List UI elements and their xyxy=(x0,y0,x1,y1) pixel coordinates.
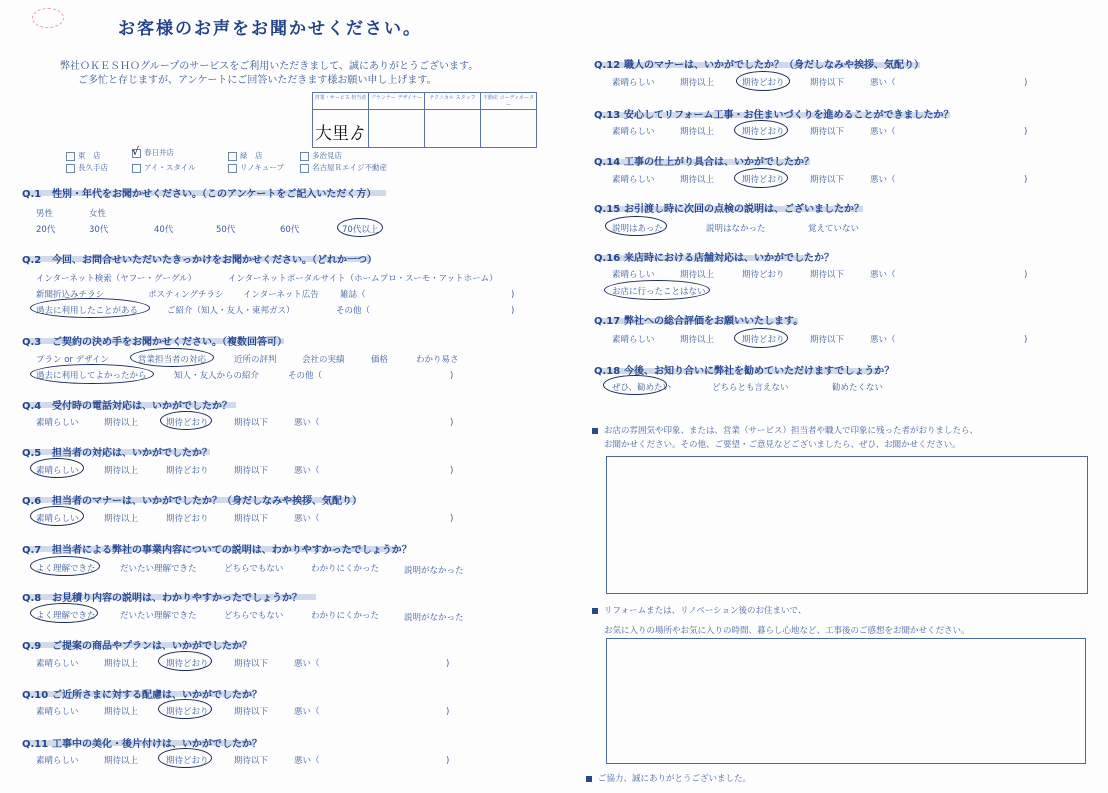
q2-magazine[interactable]: 雑誌（ xyxy=(340,290,366,300)
q10-above[interactable]: 期待以上 xyxy=(104,707,139,717)
store-kasugai[interactable]: √ 春日井店 xyxy=(132,144,174,158)
q3-other[interactable]: その他（ xyxy=(288,371,323,381)
q10-excellent[interactable]: 素晴らしい xyxy=(36,707,79,717)
q15-dont-remember[interactable]: 覚えていない xyxy=(808,224,860,234)
q1-female[interactable]: 女性 xyxy=(89,209,107,219)
q17-title: Q.17 弊社への総合評価をお願いいたします。 xyxy=(594,316,804,327)
comment2-prompt-line1: リフォームまたは、リノベーション後のお住まいで、 xyxy=(592,604,806,616)
q9-below[interactable]: 期待以下 xyxy=(234,659,269,669)
q14-below[interactable]: 期待以下 xyxy=(810,175,845,185)
q6-excellent[interactable]: 素晴らしい xyxy=(36,514,79,524)
q10-answer-circle xyxy=(158,699,212,719)
q4-title: Q.4 受付時の電話対応は、いかがでしたか？ xyxy=(22,401,232,412)
q5-bad-close: ) xyxy=(450,466,454,476)
staff-header-sales: 営業・サービス 担当者 xyxy=(313,93,369,110)
q16-never-visited[interactable]: お店に行ったことはない xyxy=(612,287,706,297)
q12-bad-close: ) xyxy=(1024,78,1028,88)
q3-acquaintance[interactable]: 知人・友人からの紹介 xyxy=(174,371,260,381)
staff-sales-cell[interactable] xyxy=(313,110,369,148)
q13-as-expected[interactable]: 期待どおり xyxy=(742,127,785,137)
q12-as-expected[interactable]: 期待どおり xyxy=(742,78,785,88)
q17-answer-circle xyxy=(734,328,788,348)
q2-magazine-close: ) xyxy=(511,290,515,300)
q2-portal[interactable]: インターネットポータルサイト（ホームプロ・スーモ・アットホーム） xyxy=(228,274,498,284)
store-east[interactable]: 東 店 xyxy=(66,150,101,161)
comment1-prompt-line1: お店の雰囲気や印象、または、営業（サービス）担当者や職人で印象に残った者がおりましたら、 xyxy=(592,424,978,436)
q3-clarity[interactable]: わかり易さ xyxy=(416,355,459,365)
q3-track-record[interactable]: 会社の実績 xyxy=(302,355,345,365)
q2-past-use[interactable]: 過去に利用したことがある xyxy=(36,306,139,316)
q13-above[interactable]: 期待以上 xyxy=(680,127,715,137)
q12-excellent[interactable]: 素晴らしい xyxy=(612,78,655,88)
q5-above[interactable]: 期待以上 xyxy=(104,466,139,476)
q7-title: Q.7 担当者による弊社の事業内容についての説明は、わかりやすかったでしょうか？ xyxy=(22,545,412,556)
q5-excellent[interactable]: 素晴らしい xyxy=(36,466,79,476)
q4-as-expected[interactable]: 期待どおり xyxy=(166,418,209,428)
q14-as-expected[interactable]: 期待どおり xyxy=(742,175,785,185)
q1-40s[interactable]: 40代 xyxy=(154,225,174,235)
q3-other-close: ) xyxy=(450,371,454,381)
q16-bad[interactable]: 悪い（ xyxy=(870,270,896,280)
q4-above[interactable]: 期待以上 xyxy=(104,418,139,428)
q10-below[interactable]: 期待以下 xyxy=(234,707,269,717)
q2-answer-circle xyxy=(30,298,150,318)
q7-answer-circle xyxy=(30,556,100,576)
q17-bad[interactable]: 悪い（ xyxy=(870,335,896,345)
store-tajimi[interactable]: 多治見店 xyxy=(300,150,342,161)
q11-title: Q.11 工事中の美化・後片付けは、いかがでしたか？ xyxy=(22,739,262,750)
q8-answer-circle xyxy=(30,603,98,623)
q6-above[interactable]: 期待以上 xyxy=(104,514,139,524)
q9-bad-close: ) xyxy=(446,659,450,669)
q18-neither[interactable]: どちらとも言えない xyxy=(712,383,789,393)
q17-as-expected[interactable]: 期待どおり xyxy=(742,335,785,345)
q2-web-search[interactable]: インターネット検索（ヤフー・グーグル） xyxy=(36,274,197,284)
staff-header-realestate: 不動産 コーディネーター xyxy=(481,93,537,110)
q17-below[interactable]: 期待以下 xyxy=(810,335,845,345)
q8-mostly[interactable]: だいたい理解できた xyxy=(120,611,197,621)
q5-below[interactable]: 期待以下 xyxy=(234,466,269,476)
q4-answer-circle xyxy=(160,411,212,430)
store-midori[interactable]: 緑 店 xyxy=(228,150,263,161)
comment2-prompt-line2: お気に入りの場所やお気に入りの時間、暮らし心地など、工事後のご感想をお聞かせください。 xyxy=(604,626,970,636)
q2-other[interactable]: その他（ xyxy=(336,306,371,316)
q15-answer-circle xyxy=(605,216,667,236)
q9-answer-circle xyxy=(158,651,212,671)
q7-understood[interactable]: よく理解できた xyxy=(36,564,96,574)
staff-technical-cell[interactable] xyxy=(425,110,481,148)
q1-male[interactable]: 男性 xyxy=(36,209,54,219)
checkbox-icon[interactable] xyxy=(300,164,309,173)
q11-bad[interactable]: 悪い（ xyxy=(294,756,320,766)
q3-plan-design[interactable]: プラン or デザイン xyxy=(36,355,110,365)
q6-as-expected[interactable]: 期待どおり xyxy=(166,514,209,524)
q8-no-explanation[interactable]: 説明がなかった xyxy=(404,613,464,623)
q2-referral[interactable]: ご紹介（知人・友人・東邦ガス） xyxy=(167,306,295,316)
q3-answer-circle-1 xyxy=(130,348,214,367)
q6-title: Q.6 担当者のマナーは、いかがでしたか？（身だしなみや挨拶、気配り） xyxy=(22,496,362,507)
q11-above[interactable]: 期待以上 xyxy=(104,756,139,766)
q11-below[interactable]: 期待以下 xyxy=(234,756,269,766)
q12-title: Q.12 職人のマナーは、いかがでしたか？（身だしなみや挨拶、気配り） xyxy=(594,60,924,71)
q11-as-expected[interactable]: 期待どおり xyxy=(166,756,209,766)
signature: 大里ゟ xyxy=(315,124,366,144)
checkbox-icon[interactable] xyxy=(132,144,141,158)
comment1-prompt-line2: お聞かせください。その他、ご要望・ご意見などございましたら、ぜひ、お聞かせください。 xyxy=(604,440,961,450)
staff-realestate-cell[interactable] xyxy=(481,110,537,148)
corner-stamp xyxy=(32,8,64,28)
checkbox-icon[interactable] xyxy=(228,152,237,161)
q14-answer-circle xyxy=(734,168,788,188)
q11-bad-close: ) xyxy=(446,756,450,766)
staff-table xyxy=(312,92,537,148)
q16-below[interactable]: 期待以下 xyxy=(810,270,845,280)
q16-bad-close: ) xyxy=(1024,270,1028,280)
q9-as-expected[interactable]: 期待どおり xyxy=(166,659,209,669)
q13-below[interactable]: 期待以下 xyxy=(810,127,845,137)
intro-line-1: 弊社ＯＫＥＳＨＯグループのサービスをご利用いただきまして、誠にありがとうございます。 xyxy=(60,61,479,72)
q3-sales-response[interactable]: 営業担当者の対応 xyxy=(138,355,207,365)
q6-below[interactable]: 期待以下 xyxy=(234,514,269,524)
q13-bad[interactable]: 悪い（ xyxy=(870,127,896,137)
q2-other-close: ) xyxy=(511,306,515,316)
store-istyle[interactable]: アイ・スタイル xyxy=(132,162,196,173)
comment2-textarea[interactable] xyxy=(606,638,1086,764)
q14-excellent[interactable]: 素晴らしい xyxy=(612,175,655,185)
staff-header-technical: テクニカル スタッフ xyxy=(425,93,481,110)
q8-unclear[interactable]: わかりにくかった xyxy=(311,611,380,621)
q17-above[interactable]: 期待以上 xyxy=(680,335,715,345)
q1-60s[interactable]: 60代 xyxy=(280,225,300,235)
q7-unclear[interactable]: わかりにくかった xyxy=(311,564,380,574)
bullet-square-icon xyxy=(586,776,592,782)
q3-price[interactable]: 価格 xyxy=(371,355,389,365)
q14-title: Q.14 工事の仕上がり具合は、いかがでしたか？ xyxy=(594,157,814,168)
q10-bad[interactable]: 悪い（ xyxy=(294,707,320,717)
q4-bad[interactable]: 悪い（ xyxy=(294,418,320,428)
q5-answer-circle xyxy=(30,458,84,478)
q5-bad[interactable]: 悪い（ xyxy=(294,466,320,476)
q17-bad-close: ) xyxy=(1024,335,1028,345)
q13-bad-close: ) xyxy=(1024,127,1028,137)
q13-title: Q.13 安心してリフォーム工事・お住まいづくりを進めることができましたか？ xyxy=(594,110,954,121)
q10-title: Q.10 ご近所さまに対する配慮は、いかがでしたか？ xyxy=(22,690,262,701)
q4-bad-close: ) xyxy=(450,418,454,428)
q3-past-good[interactable]: 過去に利用してよかったから xyxy=(36,371,147,381)
q12-answer-circle xyxy=(736,71,790,91)
q1-50s[interactable]: 50代 xyxy=(216,225,236,235)
q6-bad-close: ) xyxy=(450,514,454,524)
q5-title: Q.5 担当者の対応は、いかがでしたか？ xyxy=(22,448,212,459)
staff-planner-cell[interactable] xyxy=(369,110,425,148)
q2-posting[interactable]: ポスティングチラシ xyxy=(148,290,224,300)
q15-title: Q.15 お引渡し時に次回の点検の説明は、ございましたか？ xyxy=(594,204,864,215)
q13-answer-circle xyxy=(734,120,788,140)
bullet-square-icon xyxy=(592,608,598,614)
q11-excellent[interactable]: 素晴らしい xyxy=(36,756,79,766)
staff-header-planner: プランナー デザイナー xyxy=(369,93,425,110)
q9-excellent[interactable]: 素晴らしい xyxy=(36,659,79,669)
store-renocube[interactable]: リノキューブ xyxy=(228,162,284,173)
q10-bad-close: ) xyxy=(446,707,450,717)
q4-excellent[interactable]: 素晴らしい xyxy=(36,418,79,428)
q14-bad[interactable]: 悪い（ xyxy=(870,175,896,185)
q8-understood[interactable]: よく理解できた xyxy=(36,611,96,621)
q10-as-expected[interactable]: 期待どおり xyxy=(166,707,209,717)
q8-title: Q.8 お見積り内容の説明は、わかりやすかったでしょうか？ xyxy=(22,593,302,604)
q16-as-expected[interactable]: 期待どおり xyxy=(742,270,785,280)
checkbox-icon[interactable] xyxy=(300,152,309,161)
q14-above[interactable]: 期待以上 xyxy=(680,175,715,185)
q8-neutral[interactable]: どちらでもない xyxy=(224,611,284,621)
store-nagakute[interactable]: 長久手店 xyxy=(66,162,108,173)
q7-neutral[interactable]: どちらでもない xyxy=(224,564,284,574)
intro-line-2: ご多忙と存じますが、アンケートにご回答いただきます様お願い申し上げます。 xyxy=(78,75,437,86)
q9-above[interactable]: 期待以上 xyxy=(104,659,139,669)
q9-bad[interactable]: 悪い（ xyxy=(294,659,320,669)
q6-answer-circle xyxy=(30,506,84,526)
q3-answer-circle-2 xyxy=(30,364,154,384)
q9-title: Q.9 ご提案の商品やプランは、いかがでしたか？ xyxy=(22,641,252,652)
q16-excellent[interactable]: 素晴らしい xyxy=(612,270,655,280)
q1-30s[interactable]: 30代 xyxy=(89,225,109,235)
q2-web-ad[interactable]: インターネット広告 xyxy=(243,290,319,300)
q4-below[interactable]: 期待以下 xyxy=(234,418,269,428)
q1-20s[interactable]: 20代 xyxy=(36,225,56,235)
store-nagoya-r-age[interactable]: 名古屋Ｒエイジ不動産 xyxy=(300,162,387,173)
q18-answer-circle xyxy=(603,375,667,395)
q15-explained[interactable]: 説明はあった xyxy=(612,224,663,234)
q15-not-explained[interactable]: 説明はなかった xyxy=(706,224,766,234)
q2-newspaper[interactable]: 新聞折込みチラシ xyxy=(36,290,105,300)
q7-mostly[interactable]: だいたい理解できた xyxy=(120,564,197,574)
q17-excellent[interactable]: 素晴らしい xyxy=(612,335,655,345)
q3-reputation[interactable]: 近所の評判 xyxy=(234,355,277,365)
q5-as-expected[interactable]: 期待どおり xyxy=(166,466,209,476)
q12-below[interactable]: 期待以下 xyxy=(810,78,845,88)
bullet-square-icon xyxy=(592,428,598,434)
checkbox-icon[interactable] xyxy=(66,152,75,161)
comment1-textarea[interactable] xyxy=(606,456,1088,594)
q6-bad[interactable]: 悪い（ xyxy=(294,514,320,524)
q1-answer-circle xyxy=(337,218,383,237)
q14-bad-close: ) xyxy=(1024,175,1028,185)
check-mark-icon: √ xyxy=(132,144,140,158)
q2-title: Q.2 今回、お問合せいただいたきっかけをお聞かせください。（どれか一つ） xyxy=(22,255,377,266)
q16-answer-circle xyxy=(604,280,710,300)
q13-excellent[interactable]: 素晴らしい xyxy=(612,127,655,137)
q11-answer-circle xyxy=(158,748,212,768)
q7-no-explanation[interactable]: 説明がなかった xyxy=(404,566,464,576)
q12-above[interactable]: 期待以上 xyxy=(680,78,715,88)
q1-70s-plus[interactable]: 70代以上 xyxy=(342,225,379,235)
q3-title: Q.3 ご契約の決め手をお聞かせください。（複数回答可） xyxy=(22,337,287,348)
q16-above[interactable]: 期待以上 xyxy=(680,270,715,280)
q18-not-recommend[interactable]: 勧めたくない xyxy=(832,383,884,393)
checkbox-icon[interactable] xyxy=(66,164,75,173)
thanks-line: ご協力、誠にありがとうございました。 xyxy=(586,772,751,784)
page-title: お客様のお声をお聞かせください。 xyxy=(118,19,422,39)
checkbox-icon[interactable] xyxy=(228,164,237,173)
q18-recommend[interactable]: ぜひ、勧めたい xyxy=(612,383,672,393)
checkbox-icon[interactable] xyxy=(132,164,141,173)
q16-title: Q.16 来店時における店舗対応は、いかがでしたか？ xyxy=(594,253,834,264)
q18-title: Q.18 今後、お知り合いに弊社を勧めていただけますでしょうか？ xyxy=(594,366,895,377)
q1-title: Q.1 性別・年代をお聞かせください。（このアンケートをご記入いただく方） xyxy=(22,189,377,200)
q12-bad[interactable]: 悪い（ xyxy=(870,78,896,88)
